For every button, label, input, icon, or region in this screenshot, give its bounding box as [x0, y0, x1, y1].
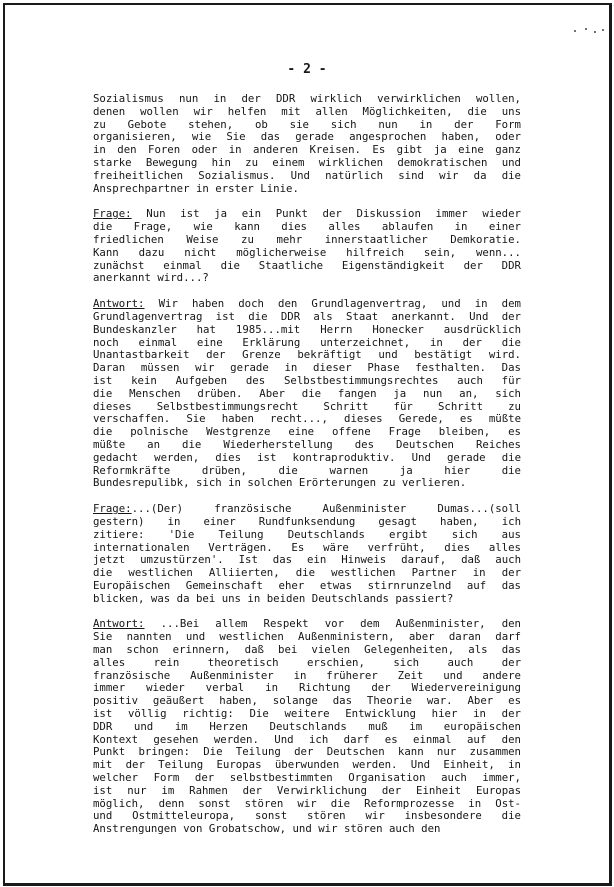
line-text: ...(Der) französische Außenminister Dumas...(soll — [131, 502, 521, 516]
line-text: zunächst einmal die Staatliche Eigenständigkeit der DDR — [93, 258, 521, 272]
line-text: denen wollen wir helfen mit allen Möglichkeiten, die uns — [93, 104, 521, 118]
text-line — [93, 272, 521, 285]
line-text: mit der Teilung Europas überwunden werden. Und Einheit, in — [93, 758, 521, 772]
line-text: und Ostmitteleuropa, sonst stören wir insbesondere die — [93, 809, 521, 823]
line-text: ist kein Aufgeben des Selbstbestimmungsrechtes auch für — [93, 373, 521, 387]
line-text: Sozialismus nun in der DDR wirklich verwirklichen wollen, — [93, 92, 521, 105]
line-text: Europäischen Gemeinschaft eher etwas stirnrunzelnd auf das — [93, 578, 521, 592]
speaker-label: Frage: — [93, 207, 132, 221]
answer-paragraph — [93, 618, 521, 836]
line-text: ...Bei allem Respekt vor dem Außenminister, den — [144, 617, 521, 631]
text-line — [93, 593, 521, 606]
text-line — [93, 823, 521, 836]
line-text: organisieren, wie Sie das gerade angesprochen haben, oder — [93, 130, 521, 144]
page-number: - 2 - — [287, 62, 327, 77]
line-text: noch einmal eine Erklärung unterzeichnet, in der die — [93, 335, 521, 349]
line-text: Daran müssen wir gerade in dieser Phase festhalten. Das — [93, 361, 521, 375]
speaker-label: Antwort: — [93, 617, 145, 631]
line-text: ist völlig richtig: Die weitere Entwicklung hier in der — [93, 707, 521, 721]
line-text: DDR und im Herzen Deutschlands muß im europäischen — [93, 719, 521, 733]
line-text: positiv geäußert haben, solange das Theorie war. Aber es — [93, 694, 521, 708]
line-text: blicken, was da bei uns in beiden Deutschlands passiert? — [93, 591, 454, 605]
line-text: die Frage, wie kann dies alles ablaufen in einer — [93, 220, 521, 234]
line-text: Kontext gesehen werden. Und ich darf es einmal auf den — [93, 732, 521, 746]
line-text: die westlichen Alliierten, die westlichen Partner in der — [93, 566, 521, 580]
line-text: dieses Selbstbestimmungsrecht Schritt für Schritt zu — [93, 399, 521, 413]
line-text: zitiere: 'Die Teilung Deutschlands ergibt sich aus — [93, 527, 521, 541]
line-text: Reformkräfte drüben, die warnen ja hier die — [93, 463, 521, 477]
line-text: gedacht werden, dies ist kontraproduktiv. Und gerade die — [93, 450, 521, 464]
line-text: internationalen Verträgen. Es wäre verfrüht, dies alles — [93, 540, 521, 554]
text-line — [93, 183, 521, 196]
line-text: müßte an die Wiederherstellung des Deutschen Reiches — [93, 437, 521, 451]
line-text: die Menschen drüben. Aber die fangen ja nun an, sich — [93, 386, 521, 400]
line-text: möglich, denn sonst stören wir die Reformprozesse in Ost- — [93, 796, 521, 810]
answer-paragraph — [93, 298, 521, 490]
document-body — [93, 93, 521, 836]
line-text: Kann dazu nicht möglicherweise hilfreich sein, wenn... — [93, 245, 521, 259]
line-text: man schon erinnern, daß bei vielen Gelegenheiten, als das — [93, 643, 521, 657]
line-text: Bundeskanzler hat 1985...mit Herrn Honecker ausdrücklich — [93, 322, 521, 336]
line-text: anerkannt wird...? — [93, 271, 209, 285]
line-text: freiheitlichen Sozialismus. Und natürlich sind wir da die — [93, 168, 521, 182]
line-text: Bundesrepulibk, sich in solchen Erörterungen zu verlieren. — [93, 476, 467, 490]
line-text: die polnische Westgrenze eine offene Frage bleiben, es — [93, 425, 521, 439]
line-text: alles rein theoretisch erschien, sich auch der — [93, 655, 521, 669]
line-text: zu Gebote stehen, ob sie sich nun in der Form — [93, 117, 521, 131]
line-text: Ansprechpartner in erster Linie. — [93, 181, 299, 195]
line-text: welcher Form der selbstbestimmten Organisation auch immer, — [93, 771, 521, 785]
line-text: starke Bewegung hin zu einem wirklichen demokratischen und — [93, 155, 521, 169]
text-line — [93, 477, 521, 490]
line-text: französische Außenminister in früherer Zeit und andere — [93, 668, 521, 682]
line-text: Sie nannten und westlichen Außenministern, aber daran darf — [93, 630, 521, 644]
line-text: Grundlagenvertrag ist die DDR als Staat anerkannt. Und der — [93, 309, 521, 323]
question-paragraph — [93, 503, 521, 605]
line-text: immer wieder verbal in Richtung der Wiedervereinigung — [93, 681, 521, 695]
line-text: Anstrengungen von Grobatschow, und wir stören auch den — [93, 822, 441, 836]
speaker-label: Frage: — [93, 502, 132, 516]
text-paragraph — [93, 93, 521, 195]
line-text: in den Foren oder in anderen Kreisen. Es gibt ja eine ganz — [93, 143, 521, 157]
line-text: ist nur im Rahmen der Verwirklichung der Einheit Europas — [93, 783, 521, 797]
line-text: gestern) in einer Rundfunksendung gesagt haben, ich — [93, 514, 521, 528]
line-text: friedlichen Weise zu mehr innerstaatlicher Demkoratie. — [93, 232, 521, 246]
line-text: jetzt umzustürzen'. Ist das ein Hinweis darauf, daß auch — [93, 553, 521, 567]
line-text: Wir haben doch den Grundlagenvertrag, und in dem — [144, 297, 521, 311]
line-text: Punkt bringen: Die Teilung der Deutschen kann nur zusammen — [93, 745, 521, 759]
line-text: Unantastbarkeit der Grenze bekräftigt und bestätigt wird. — [93, 348, 521, 362]
speaker-label: Antwort: — [93, 297, 145, 311]
line-text: verschaffen. Sie haben recht..., dieses Gerede, es müßte — [93, 412, 521, 426]
question-paragraph — [93, 208, 521, 285]
line-text: Nun ist ja ein Punkt der Diskussion immer wieder — [131, 207, 521, 221]
